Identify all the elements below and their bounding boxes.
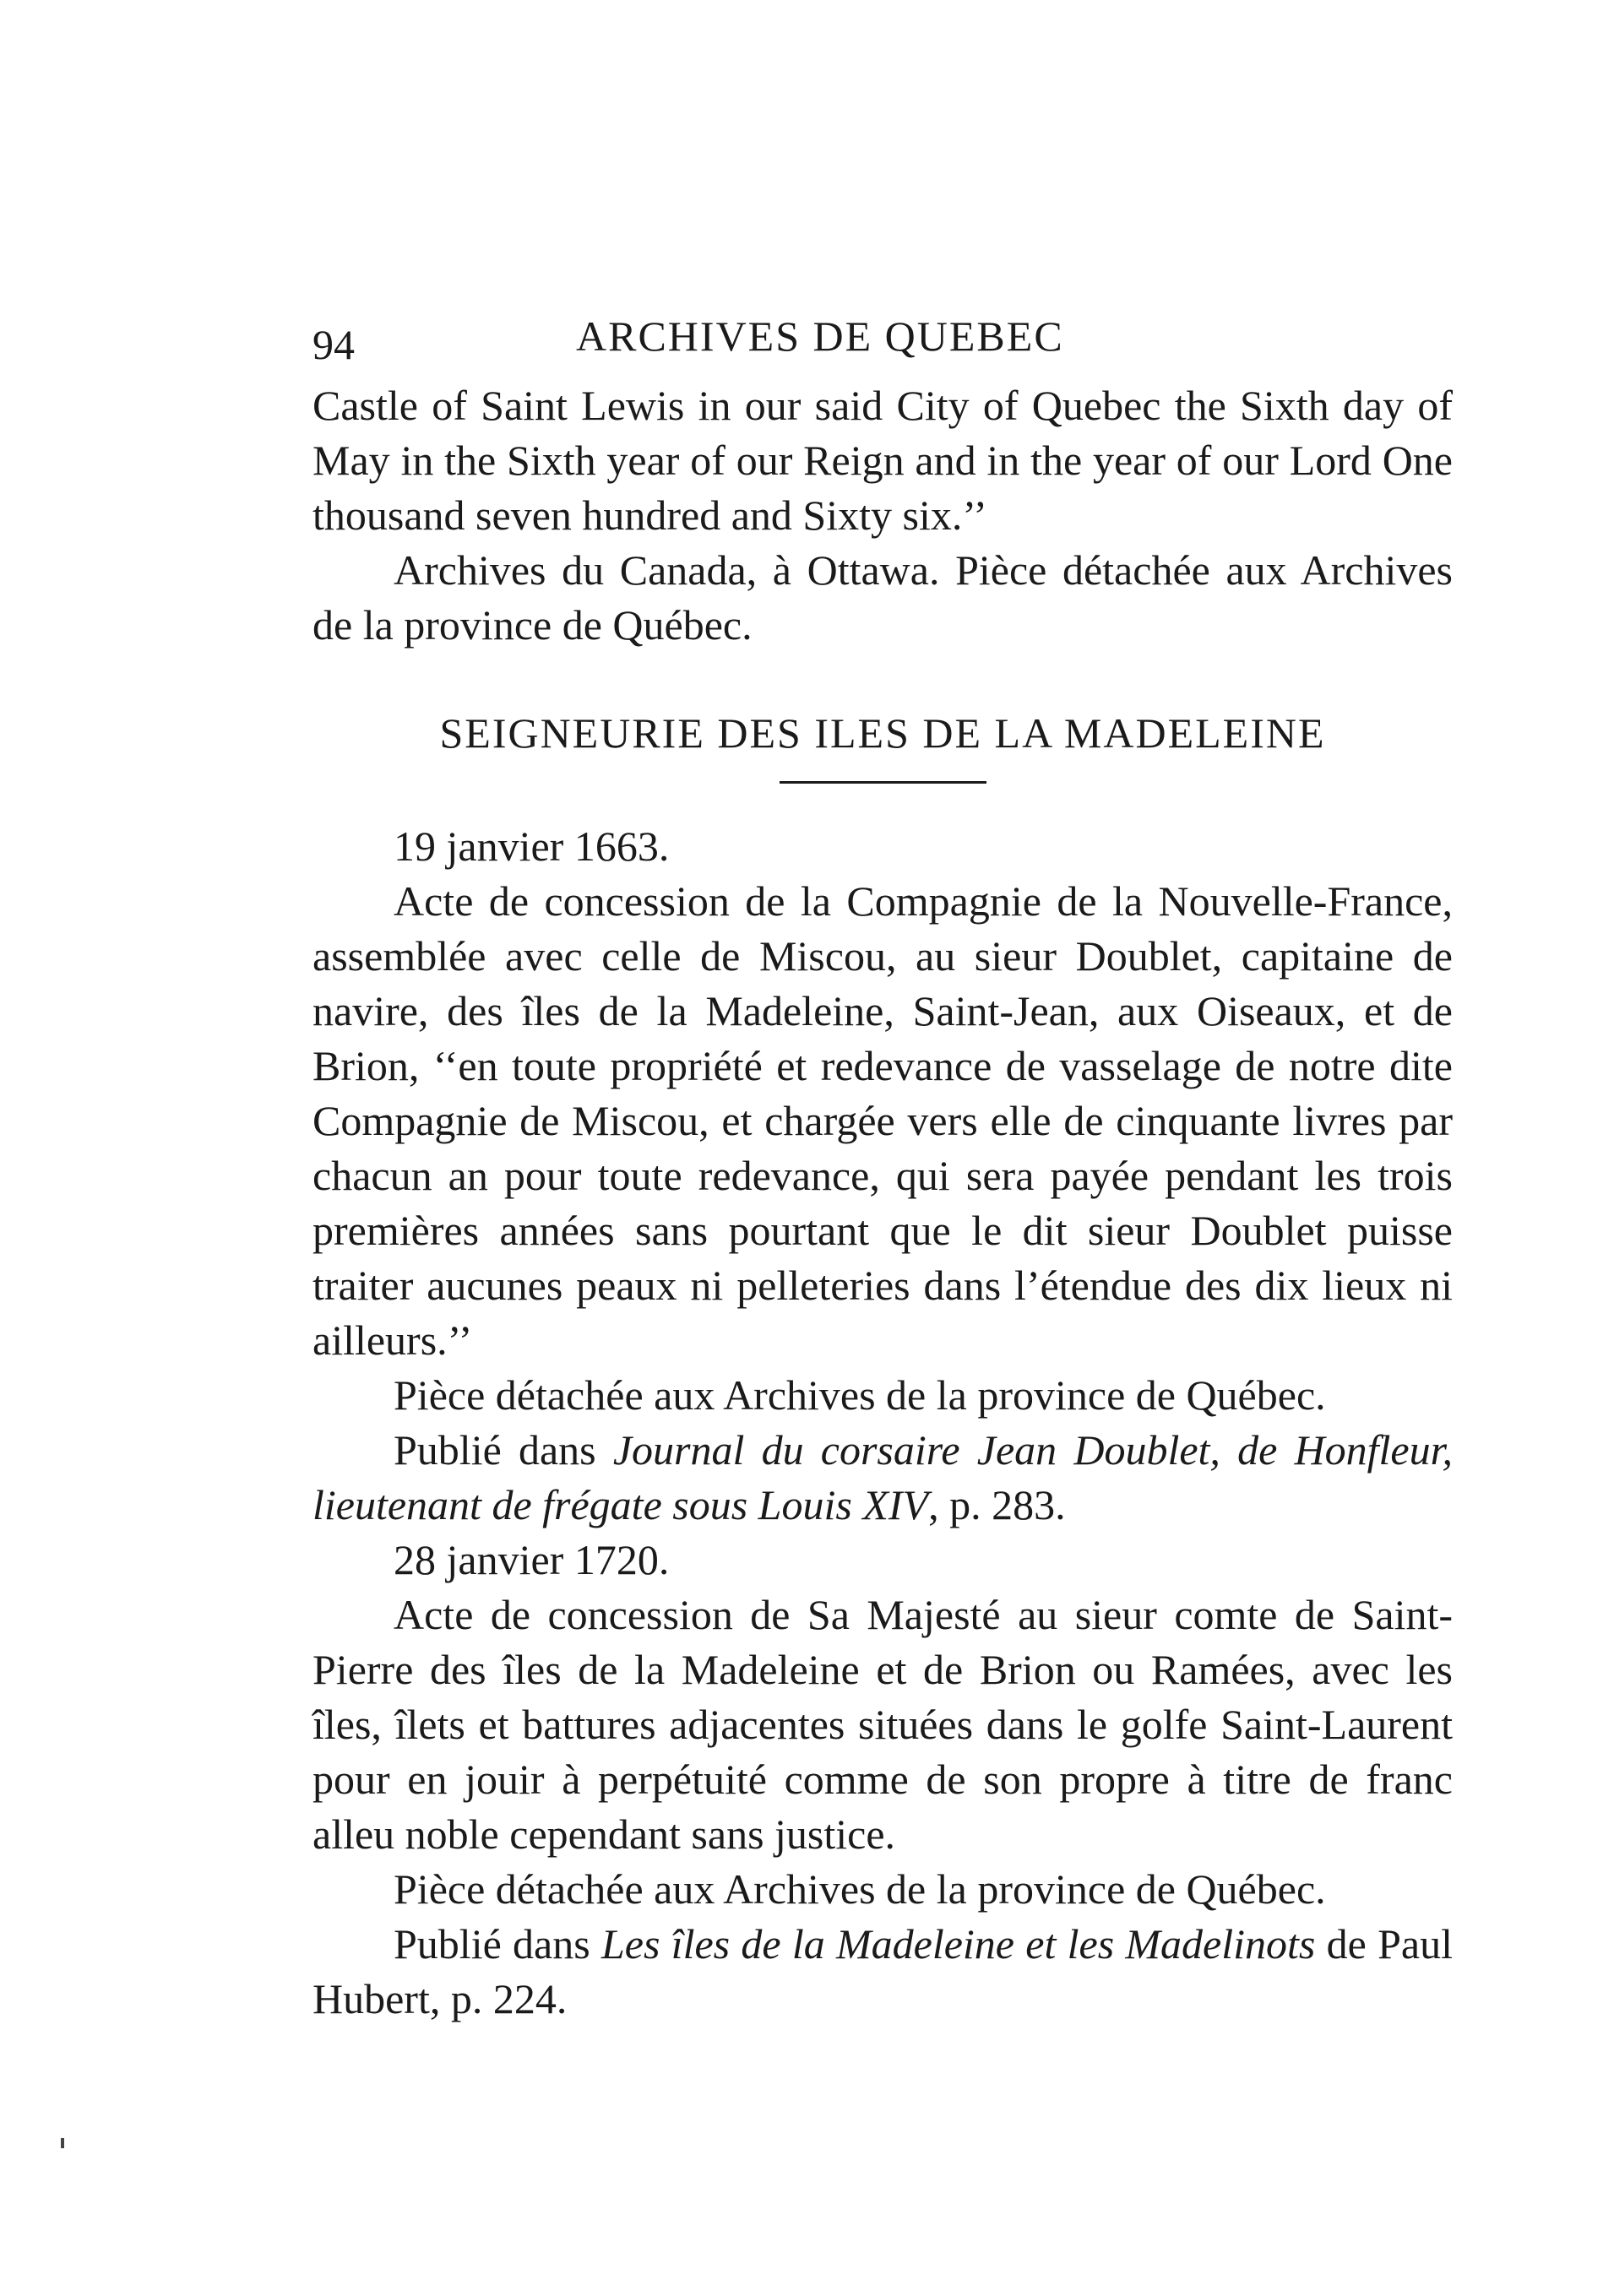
- entry-date-1663: 19 janvier 1663.: [394, 822, 670, 870]
- published-suffix: de Paul Hubert, p. 224.: [312, 1920, 1453, 2022]
- published-title: Les îles de la Madeleine et les Madelinots: [600, 1920, 1316, 1968]
- scan-edge-mark: [61, 2138, 64, 2148]
- paragraph-letters-patent-end: Castle of Saint Lewis in our said City of Quebec the Sixth day of May in the Sixth year of our Reign and in the year of our Lord One thousand seven hundred and Sixty six.’’: [312, 382, 1453, 539]
- section-title: SEIGNEURIE DES ILES DE LA MADELEINE: [439, 709, 1326, 757]
- running-title: ARCHIVES DE QUEBEC: [576, 312, 1064, 360]
- paragraph-concession-1720: Acte de concession de Sa Majesté au sieur comte de Saint-Pierre des îles de la Madeleine et de Brion ou Ramées, avec les îles, îlets et battures adjacentes situées dans le golfe Saint-Laurent pour en jouir à perpétuité comme de son propre à titre de franc alleu noble cependant sans justice.: [312, 1591, 1453, 1858]
- document-page: [312, 311, 1453, 2027]
- paragraph-published-1663: [312, 1423, 1453, 1533]
- entry-date-1720: 28 janvier 1720.: [394, 1536, 670, 1583]
- published-title: Journal du corsaire Jean Doublet, de Honfleur, lieutenant de frégate sous Louis XIV: [312, 1426, 1453, 1528]
- paragraph-source-archives: Archives du Canada, à Ottawa. Pièce détachée aux Archives de la province de Québec.: [312, 546, 1453, 649]
- running-header: [312, 311, 1453, 378]
- paragraph-concession-1663: Acte de concession de la Compagnie de la Nouvelle-France, assemblée avec celle de Miscou, au sieur Doublet, capitaine de navire, des îles de la Madeleine, Saint-Jean, aux Oiseaux, et de Brion, ‘‘en toute propriété et redevance de vasselage de notre dite Compagnie de Miscou, et chargée vers elle de cinquante livres par chacun an pour toute redevance, qui sera payée pendant les trois premières années sans pourtant que le dit sieur Doublet puisse traiter aucunes peaux ni pelleteries dans l’étendue des dix lieux ni ailleurs.’’: [312, 877, 1453, 1364]
- published-suffix: , p. 283.: [928, 1481, 1066, 1528]
- paragraph-source-1720: Pièce détachée aux Archives de la province de Québec.: [394, 1865, 1326, 1913]
- published-prefix: Publié dans: [394, 1426, 613, 1474]
- paragraph-source-1663: Pièce détachée aux Archives de la province de Québec.: [394, 1371, 1326, 1419]
- paragraph-published-1720: [312, 1917, 1453, 2027]
- published-prefix: Publié dans: [394, 1920, 601, 1968]
- section-divider: [780, 781, 986, 784]
- page-number: 94: [312, 321, 355, 368]
